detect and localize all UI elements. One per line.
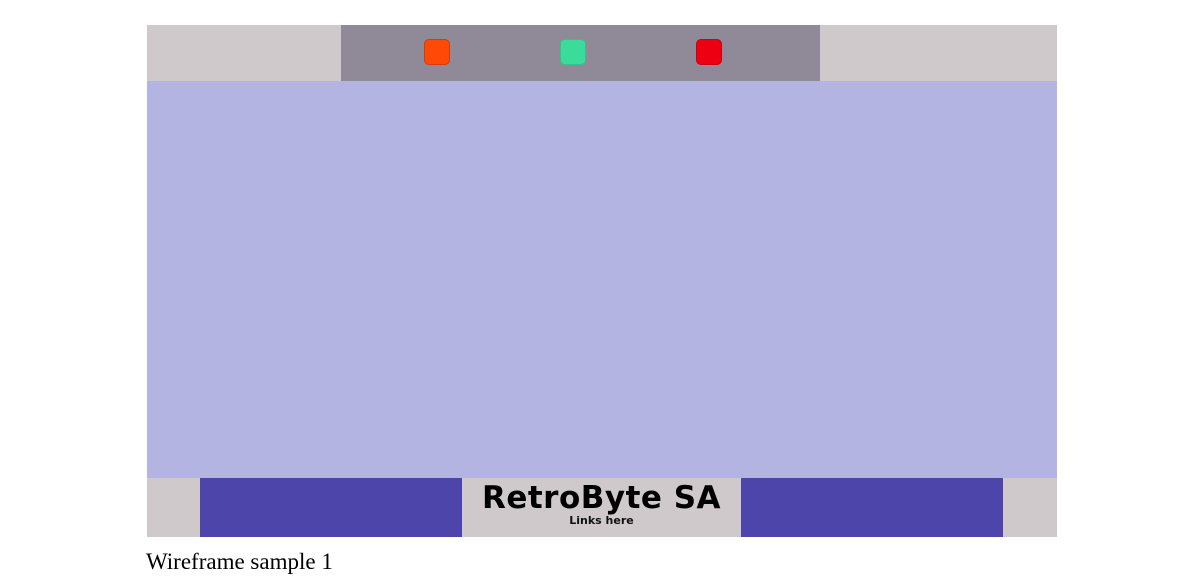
top-bar-center [341,25,820,81]
top-bar [147,25,1057,81]
main-content-area [147,81,1057,478]
footer-brand-panel [462,478,741,537]
green-button[interactable] [560,39,586,65]
orange-button[interactable] [424,39,450,65]
footer-links[interactable]: Links here [569,514,634,527]
wireframe-frame [147,25,1057,537]
footer-right-panel [741,478,1003,537]
footer-left-panel [200,478,462,537]
caption: Wireframe sample 1 [146,549,333,574]
red-button[interactable] [696,39,722,65]
brand-logo-text: RetroByte SA [481,480,722,516]
footer [147,478,1057,537]
